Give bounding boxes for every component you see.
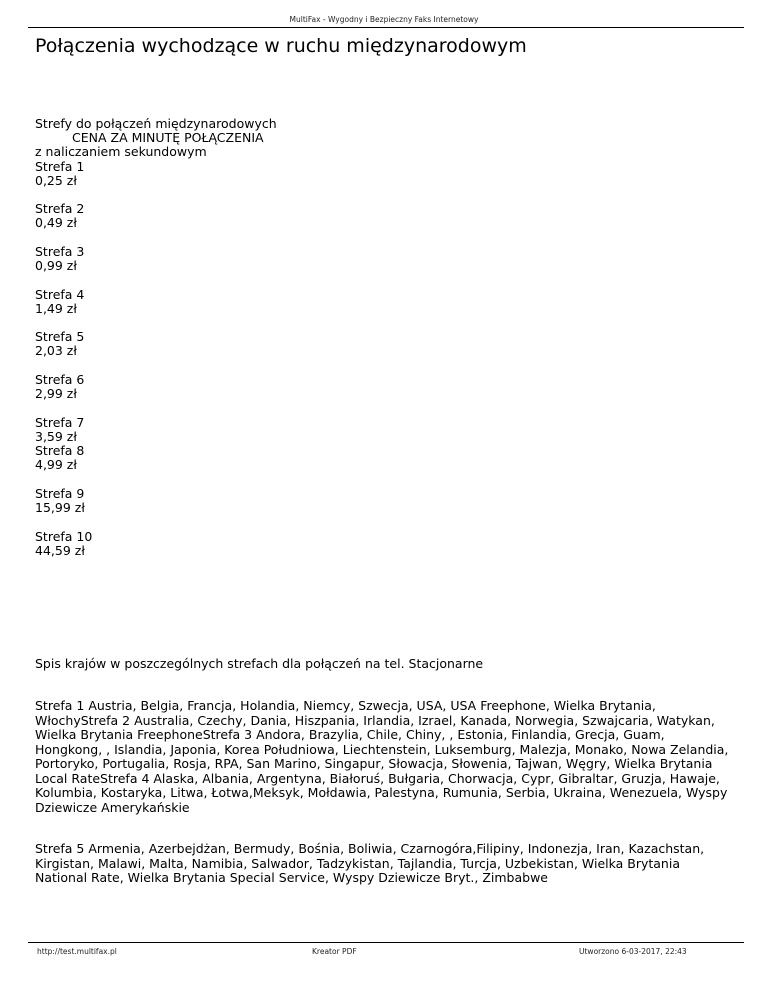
countries-paragraph: Strefa 5 Armenia, Azerbejdżan, Bermudy, Bośnia, Boliwia, Czarnogóra,Filipiny, Indonezja, Iran, Kazachstan, Kirgistan, Malawi, Malta, Namibia, Salwador, Tadzykistan, Tajlandia, Turcja, Uzbekistan, Wielka Brytania National Rate, Wielka Brytania Special Service, Wyspy Dziewicze Bryt., Zimbabwe bbox=[35, 841, 705, 885]
zone-price: 4,99 zł bbox=[35, 457, 77, 472]
section-title: Spis krajów w poszczególnych strefach dla połączeń na tel. Stacjonarne bbox=[35, 656, 484, 671]
zone-name: Strefa 6 bbox=[35, 372, 85, 387]
document-header: MultiFax - Wygodny i Bezpieczny Faks Internetowy bbox=[289, 15, 479, 24]
zone-name: Strefa 9 bbox=[35, 486, 85, 501]
header-divider bbox=[28, 27, 744, 28]
zone-price: 0,49 zł bbox=[35, 215, 77, 230]
page-title: Połączenia wychodzące w ruchu międzynarodowym bbox=[35, 35, 527, 57]
zone-price: 2,03 zł bbox=[35, 343, 77, 358]
zone-name: Strefa 4 bbox=[35, 287, 85, 302]
zone-name: Strefa 5 bbox=[35, 329, 85, 344]
zone-name: Strefa 3 bbox=[35, 244, 85, 259]
zone-price: 1,49 zł bbox=[35, 301, 77, 316]
table-heading-billing: z naliczaniem sekundowym bbox=[35, 144, 207, 159]
zone-name: Strefa 8 bbox=[35, 443, 85, 458]
table-heading-zones: Strefy do połączeń międzynarodowych bbox=[35, 116, 277, 131]
footer-creator: Kreator PDF bbox=[312, 947, 357, 956]
zone-price: 44,59 zł bbox=[35, 543, 85, 558]
zone-name: Strefa 10 bbox=[35, 529, 93, 544]
zone-price: 15,99 zł bbox=[35, 500, 85, 515]
zone-price: 2,99 zł bbox=[35, 386, 77, 401]
footer-created: Utworzono 6-03-2017, 22:43 bbox=[579, 947, 687, 956]
footer-url: http://test.multifax.pl bbox=[37, 947, 117, 956]
countries-paragraph: Strefa 1 Austria, Belgia, Francja, Holandia, Niemcy, Szwecja, USA, USA Freephone, Wielka Brytania, WłochyStrefa 2 Australia, Czechy, Dania, Hiszpania, Irlandia, Izrael, Kanada, Norwegia, Szwajcaria, Watykan, Wielka Brytania FreephoneStrefa 3 Andora, Brazylia, Chile, Chiny, , Estonia, Finlandia, Grecja, Guam, Hongkong, , Islandia, Japonia, Korea Południowa, Liechtenstein, Luksemburg, Malezja, Monako, Nowa Zelandia, Portoryko, Portugalia, Rosja, RPA, San Marino, Singapur, Słowacja, Słowenia, Tajwan, Węgry, Wielka Brytania Local RateStrefa 4 Alaska, Albania, Argentyna, Białoruś, Bułgaria, Chorwacja, Cypr, Gibraltar, Gruzja, Hawaje, Kolumbia, Kostaryka, Litwa, Łotwa,Meksyk, Mołdawia, Palestyna, Rumunia, Serbia, Ukraina, Wenezuela, Wyspy Dziewicze Amerykańskie bbox=[35, 698, 729, 815]
zone-price: 0,99 zł bbox=[35, 258, 77, 273]
footer-divider bbox=[28, 942, 744, 943]
table-heading-price: CENA ZA MINUTĘ POŁĄCZENIA bbox=[72, 130, 264, 145]
zone-name: Strefa 7 bbox=[35, 415, 85, 430]
zone-name: Strefa 1 bbox=[35, 159, 85, 174]
zone-price: 0,25 zł bbox=[35, 173, 77, 188]
zone-price: 3,59 zł bbox=[35, 429, 77, 444]
zone-name: Strefa 2 bbox=[35, 201, 85, 216]
